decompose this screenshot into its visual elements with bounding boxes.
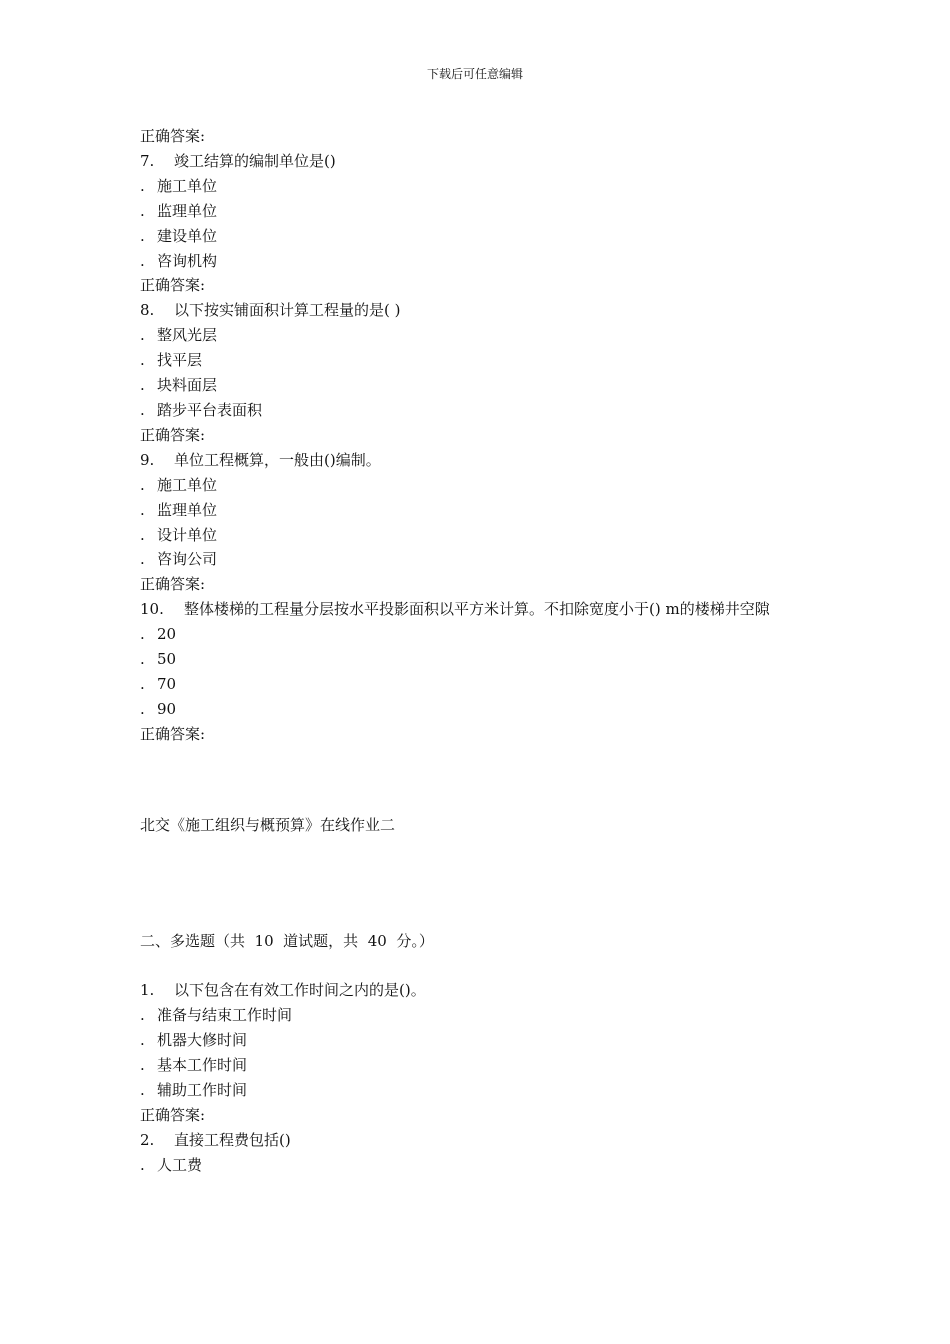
- option-item: [140, 249, 830, 274]
- question-1: [140, 978, 830, 1003]
- option-marker: .: [140, 525, 145, 544]
- option-label: 施工单位: [157, 475, 218, 494]
- option-marker: .: [140, 625, 145, 644]
- option-item: [140, 1078, 830, 1103]
- option-marker: .: [140, 1006, 145, 1025]
- question-number: 2.: [140, 1130, 155, 1149]
- option-label: 辅助工作时间: [157, 1081, 248, 1100]
- question-text: 单位工程概算，一般由()编制。: [174, 450, 381, 469]
- option-item: [140, 1003, 830, 1028]
- option-marker: .: [140, 475, 145, 494]
- option-item: [140, 199, 830, 224]
- option-label: 踏步平台表面积: [157, 400, 263, 419]
- question-text: 整体楼梯的工程量分层按水平投影面积以平方米计算。不扣除宽度小于() m的楼梯井空隙: [184, 600, 770, 619]
- question-number: 10.: [140, 600, 164, 619]
- option-marker: .: [140, 326, 145, 345]
- option-label: 50: [157, 650, 177, 669]
- question-8: [140, 298, 830, 323]
- spacer: [140, 838, 830, 929]
- option-marker: .: [140, 1155, 145, 1174]
- section-heading: 二、多选题（共 10 道试题，共 40 分。）: [140, 931, 434, 950]
- option-item: [140, 547, 830, 572]
- option-label: 找平层: [157, 351, 203, 370]
- answer-line: 正确答案:: [140, 276, 206, 295]
- page-header: 下载后可任意编辑: [426, 67, 523, 81]
- question-7: [140, 149, 830, 174]
- option-marker: .: [140, 500, 145, 519]
- option-item: [140, 473, 830, 498]
- option-label: 准备与结束工作时间: [157, 1006, 293, 1025]
- option-item: [140, 373, 830, 398]
- question-2: [140, 1128, 830, 1153]
- question-9: [140, 448, 830, 473]
- answer-line: 正确答案:: [140, 724, 206, 743]
- option-label: 建设单位: [157, 226, 218, 245]
- option-label: 70: [157, 674, 177, 693]
- option-marker: .: [140, 550, 145, 569]
- question-text: 竣工结算的编制单位是(): [174, 151, 336, 170]
- option-label: 基本工作时间: [157, 1056, 248, 1075]
- option-label: 监理单位: [157, 500, 218, 519]
- option-label: 咨询公司: [157, 550, 218, 569]
- question-10: [140, 597, 830, 622]
- answer-line: 正确答案:: [140, 575, 206, 594]
- question-number: 8.: [140, 301, 155, 320]
- question-text: 直接工程费包括(): [174, 1130, 291, 1149]
- option-item: [140, 697, 830, 722]
- assignment-title: 北交《施工组织与概预算》在线作业二: [140, 815, 396, 834]
- option-marker: .: [140, 226, 145, 245]
- option-label: 整风光层: [157, 326, 218, 345]
- option-marker: .: [140, 351, 145, 370]
- question-text: 以下按实铺面积计算工程量的是( ): [174, 301, 401, 320]
- question-number: 1.: [140, 981, 155, 1000]
- option-item: [140, 647, 830, 672]
- option-item: [140, 174, 830, 199]
- option-label: 咨询机构: [157, 251, 218, 270]
- option-marker: .: [140, 400, 145, 419]
- document-body: [140, 124, 830, 1178]
- option-item: [140, 1153, 830, 1178]
- option-marker: .: [140, 1056, 145, 1075]
- option-marker: .: [140, 176, 145, 195]
- option-item: [140, 224, 830, 249]
- option-marker: .: [140, 376, 145, 395]
- option-item: [140, 1053, 830, 1078]
- answer-line: 正确答案:: [140, 1106, 206, 1124]
- option-marker: .: [140, 1081, 145, 1100]
- option-marker: .: [140, 251, 145, 270]
- option-item: [140, 622, 830, 647]
- option-marker: .: [140, 1031, 145, 1050]
- option-item: [140, 498, 830, 523]
- option-label: 设计单位: [157, 525, 218, 544]
- option-marker: .: [140, 201, 145, 220]
- answer-line: 正确答案:: [140, 127, 206, 145]
- option-marker: .: [140, 674, 145, 693]
- option-label: 施工单位: [157, 176, 218, 195]
- option-item: [140, 1028, 830, 1053]
- option-item: [140, 323, 830, 348]
- option-marker: .: [140, 699, 145, 718]
- option-item: [140, 672, 830, 697]
- option-item: [140, 348, 830, 373]
- option-item: [140, 523, 830, 548]
- option-label: 机器大修时间: [157, 1031, 248, 1050]
- spacer: [140, 747, 830, 813]
- question-text: 以下包含在有效工作时间之内的是()。: [174, 981, 426, 1000]
- option-label: 20: [157, 625, 177, 644]
- question-number: 7.: [140, 151, 155, 170]
- option-marker: .: [140, 650, 145, 669]
- option-label: 监理单位: [157, 201, 218, 220]
- option-label: 人工费: [157, 1155, 203, 1174]
- option-label: 90: [157, 699, 177, 718]
- spacer: [140, 953, 830, 978]
- option-item: [140, 398, 830, 423]
- answer-line: 正确答案:: [140, 425, 206, 444]
- question-number: 9.: [140, 450, 155, 469]
- option-label: 块料面层: [157, 376, 218, 395]
